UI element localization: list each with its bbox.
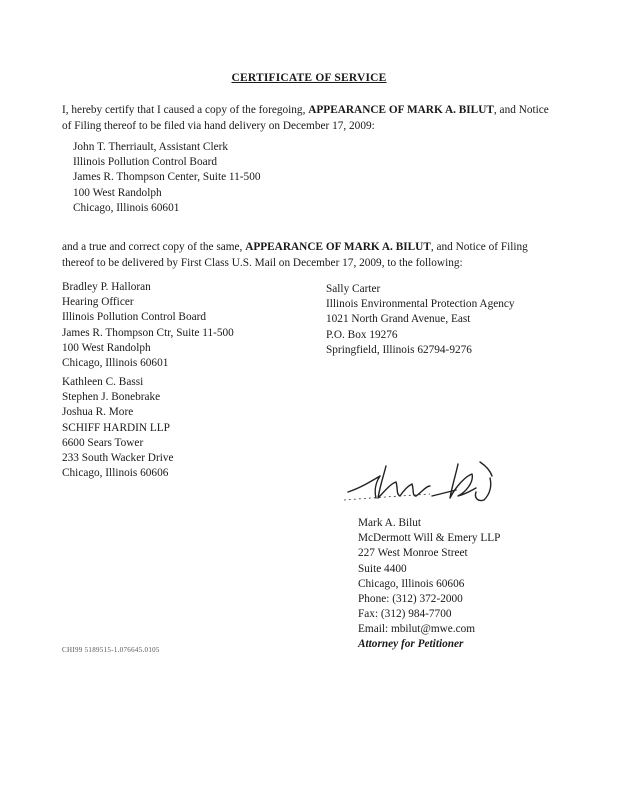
address-line: Sally Carter bbox=[326, 283, 381, 295]
service-paragraph bbox=[62, 240, 552, 271]
address-line: Bradley P. Halloran bbox=[62, 281, 151, 293]
address-line: Stephen J. Bonebrake bbox=[62, 391, 161, 404]
service-document-name: APPEARANCE OF MARK A. BILUT bbox=[245, 241, 431, 253]
intro-paragraph bbox=[62, 103, 552, 134]
service-text-before: and a true and correct copy of the same, bbox=[62, 241, 246, 253]
page-title: CERTIFICATE OF SERVICE bbox=[231, 72, 387, 84]
address-line: 100 West Randolph bbox=[73, 186, 162, 199]
handwritten-signature bbox=[340, 452, 540, 512]
service-text-after: , and Notice of Filing thereof to be delivered by First Class U.S. Mail on December 17, 2009, to the following: bbox=[62, 241, 528, 269]
address-line: James R. Thompson Ctr, Suite 11-500 bbox=[62, 326, 234, 339]
intro-document-name: APPEARANCE OF MARK A. BILUT bbox=[308, 104, 494, 116]
address-line: John T. Therriault, Assistant Clerk bbox=[73, 141, 229, 153]
address-line: Illinois Pollution Control Board bbox=[73, 156, 218, 169]
signer-line: Mark A. Bilut bbox=[358, 517, 422, 529]
address-line: Chicago, Illinois 60606 bbox=[62, 467, 169, 480]
address-line: P.O. Box 19276 bbox=[326, 328, 398, 341]
clerk-address bbox=[73, 140, 261, 216]
signer-line: 227 West Monroe Street bbox=[358, 547, 468, 560]
document-id: CHI99 5189515-1.076645.0105 bbox=[62, 646, 160, 654]
signer-line: McDermott Will & Emery LLP bbox=[358, 532, 501, 545]
address-line: Springfield, Illinois 62794-9276 bbox=[326, 343, 472, 356]
address-line: Hearing Officer bbox=[62, 296, 134, 309]
signer-line: Chicago, Illinois 60606 bbox=[358, 577, 465, 590]
recipient-halloran bbox=[62, 280, 234, 371]
address-line: 6600 Sears Tower bbox=[62, 436, 144, 449]
signer-line: Fax: (312) 984-7700 bbox=[358, 608, 452, 621]
address-line: James R. Thompson Center, Suite 11-500 bbox=[73, 171, 261, 184]
address-line: Kathleen C. Bassi bbox=[62, 376, 144, 388]
address-line: 1021 North Grand Avenue, East bbox=[326, 313, 471, 326]
recipient-schiff-hardin bbox=[62, 375, 174, 481]
signer-line: Email: mbilut@mwe.com bbox=[358, 623, 476, 636]
address-line: SCHIFF HARDIN LLP bbox=[62, 421, 170, 434]
recipient-carter bbox=[326, 282, 515, 358]
address-line: 100 West Randolph bbox=[62, 341, 151, 354]
address-line: Chicago, Illinois 60601 bbox=[62, 357, 169, 370]
address-line: Chicago, Illinois 60601 bbox=[73, 201, 180, 214]
address-line: 233 South Wacker Drive bbox=[62, 452, 174, 465]
signer-line: Phone: (312) 372-2000 bbox=[358, 593, 463, 606]
signer-line: Suite 4400 bbox=[358, 562, 407, 575]
signature-block bbox=[358, 516, 500, 638]
address-line: Illinois Environmental Protection Agency bbox=[326, 298, 515, 311]
intro-text-after: , and Notice of Filing thereof to be filed via hand delivery on December 17, 2009: bbox=[62, 104, 549, 132]
address-line: Joshua R. More bbox=[62, 406, 134, 419]
intro-text-before: I, hereby certify that I caused a copy of the foregoing, bbox=[62, 104, 309, 116]
attorney-for-label: Attorney for Petitioner bbox=[358, 638, 464, 650]
address-line: Illinois Pollution Control Board bbox=[62, 311, 207, 324]
